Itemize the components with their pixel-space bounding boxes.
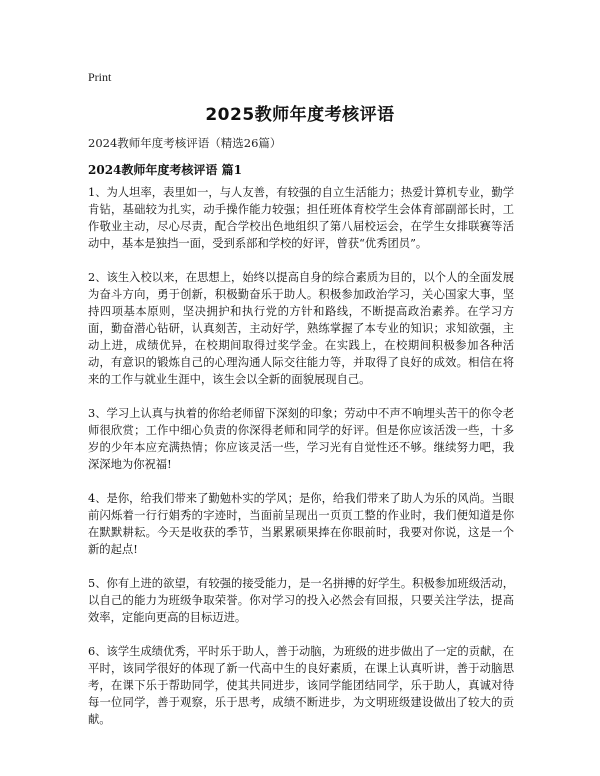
document-subtitle: 2024教师年度考核评语（精选26篇）	[88, 136, 282, 150]
paragraph-2: 2、该生入校以来，在思想上，始终以提高自身的综合素质为目的，以个人的全面发展为奋斗方向，勇于创新，积极勤奋乐于助人。积极参加政治学习，关心国家大事，坚持四项基本原则，坚决拥护和执行党的方针和路线，不断提高政治素养。在学习方面，勤奋潜心钻研，认真刻苦，主动好学，熟练掌握了本专业的知识；求知欲强，主动上进，成绩优异，在校期间取得过奖学金。在实践上，在校期间积极参加各种活动，有意识的锻炼自己的心理沟通人际交往能力等，并取得了良好的成效。相信在将来的工作与就业生涯中，该生会以全新的面貌展现自己。	[88, 271, 514, 386]
paragraph-4: 4、是你，给我们带来了勤勉朴实的学风；是你，给我们带来了助人为乐的风尚。当眼前闪烁着一行行娟秀的字迹时，当面前呈现出一页页工整的作业时，我们便知道是你在默默耕耘。今天是收获的季节，当累累硕果捧在你眼前时，我要对你说，这是一个新的起点!	[88, 492, 514, 556]
paragraph-6: 6、该学生成绩优秀，平时乐于助人，善于动脑，为班级的进步做出了一定的贡献，在平时，该同学很好的体现了新一代高中生的良好素质，在课上认真听讲，善于动脑思考，在课下乐于帮助同学，使其共同进步，该同学能团结同学，乐于助人，真诚对待每一位同学，善于观察，乐于思考，成绩不断进步，为文明班级建设做出了较大的贡献。	[88, 645, 514, 726]
document-title: 2025教师年度考核评语	[205, 105, 395, 125]
paragraph-3: 3、学习上认真与执着的你给老师留下深刻的印象；劳动中不声不响埋头苦干的你令老师很欣赏；工作中细心负责的你深得老师和同学的好评。但是你应该活泼一些，十多岁的少年本应充满热情；你应该灵活一些，学习光有自觉性还不够。继续努力吧，我深深地为你祝福!	[88, 407, 514, 471]
section-heading: 2024教师年度考核评语 篇1	[88, 163, 242, 177]
paragraph-list	[88, 184, 514, 745]
print-link[interactable]: Print	[88, 70, 112, 84]
paragraph-1: 1、为人坦率，表里如一，与人友善，有较强的自立生活能力；热爱计算机专业，勤学肯钻，基础较为扎实，动手操作能力较强；担任班体育校学生会体育部副部长时，工作敬业主动，尽心尽责，配合学校出色地组织了第八届校运会，在学生女排联赛等活动中，基本是独挡一面，受到系部和学校的好评，曾获“优秀团员”。	[88, 186, 514, 250]
paragraph-5: 5、你有上进的欲望，有较强的接受能力，是一名拼搏的好学生。积极参加班级活动，以自己的能力为班级争取荣誉。你对学习的投入必然会有回报，只要关注学法，提高效率，定能向更高的目标迈进。	[88, 577, 514, 624]
